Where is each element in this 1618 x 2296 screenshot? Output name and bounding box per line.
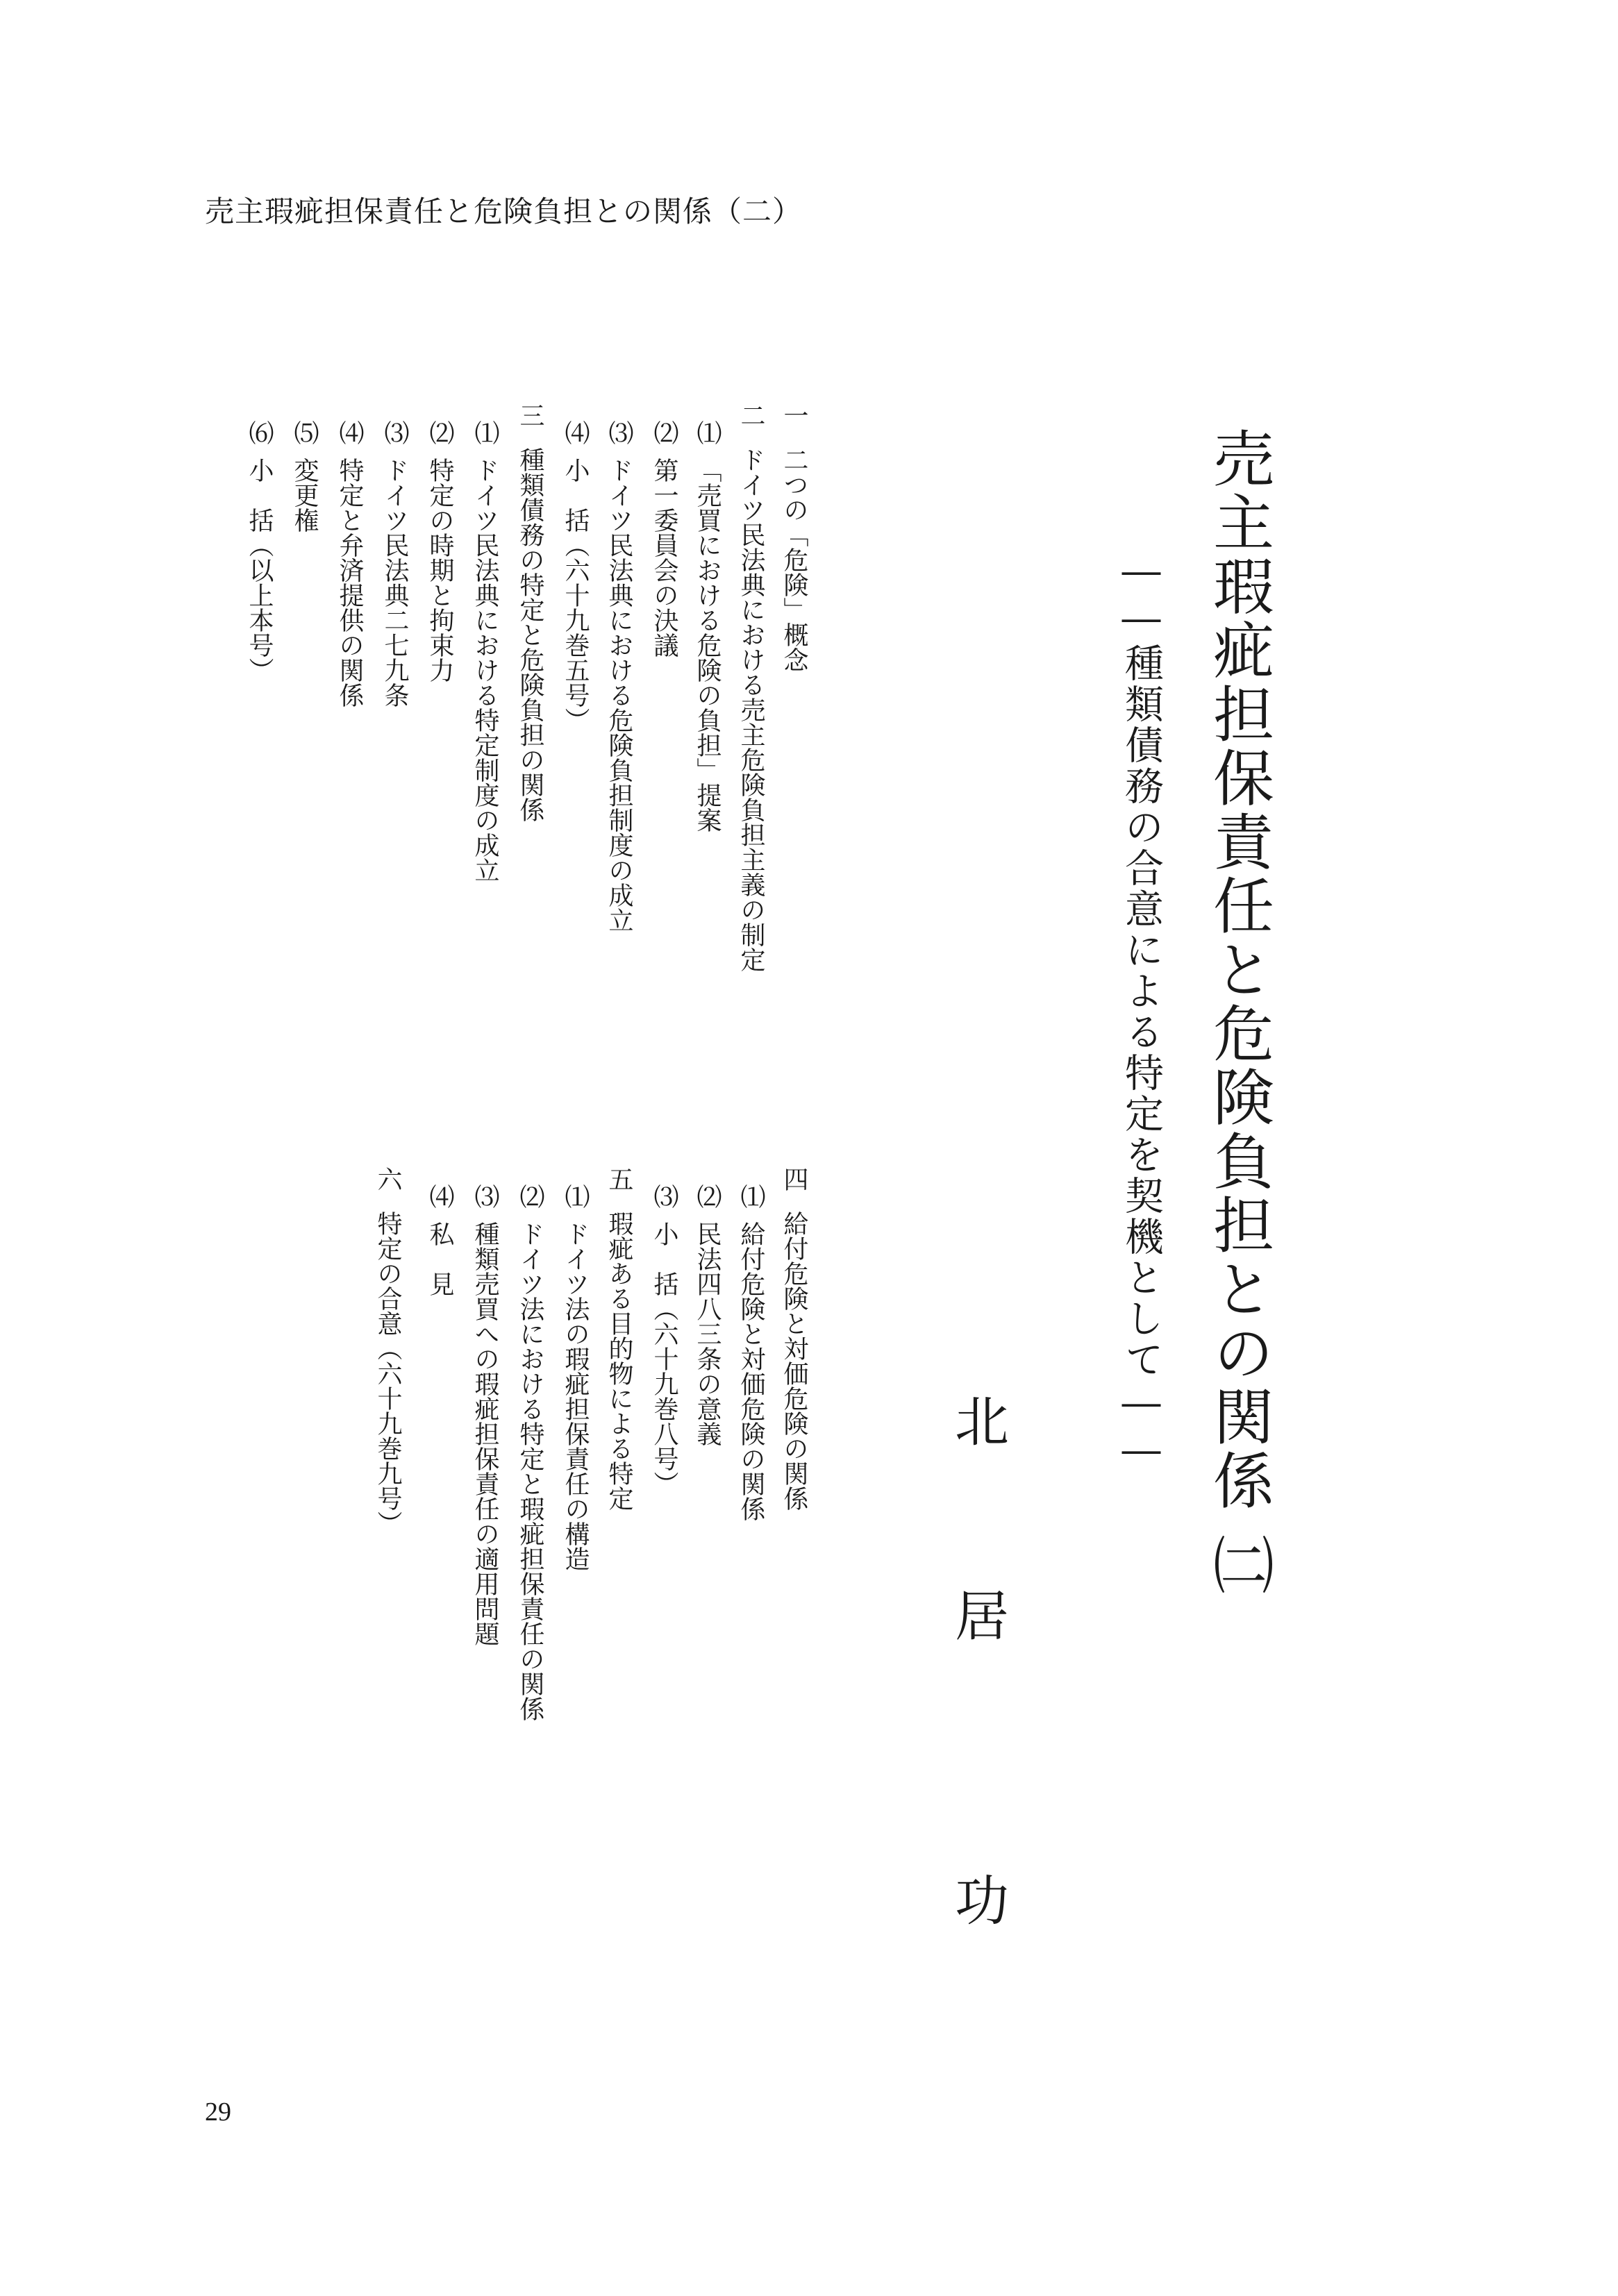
toc-item (427, 420, 452, 682)
toc-item (606, 420, 631, 932)
toc-item (517, 403, 542, 822)
toc-item-text: ドイツ民法典における特定制度の成立 (471, 458, 499, 882)
toc-item (606, 1166, 631, 1511)
toc-item-number: ⑶ (381, 420, 409, 445)
toc-item-number: 六 (374, 1166, 402, 1191)
article-title-part: ㈡ (1203, 1534, 1275, 1598)
toc-item-number: 五 (605, 1166, 633, 1191)
toc-item (292, 420, 317, 533)
toc-item (517, 1184, 542, 1721)
toc-item-text: 特定と弁済提供の関係 (335, 458, 364, 707)
toc-item (693, 420, 722, 832)
page-number: 29 (205, 2097, 231, 2127)
toc-item (781, 1166, 806, 1511)
toc-item (781, 403, 806, 672)
author-char-3: 功 (955, 1870, 1010, 1933)
toc-item (427, 1184, 452, 1296)
author-char-2: 居 (955, 1586, 1010, 1648)
toc-item-text: 種類債務の特定と危険負担の関係 (516, 447, 544, 822)
toc-item (738, 403, 763, 972)
toc-item (247, 420, 272, 682)
toc-item (375, 1166, 400, 1536)
toc-item-number: ⑶ (471, 1184, 499, 1209)
toc-item-number: ⑴ (561, 1184, 590, 1209)
toc-item-text: 給付危険と対価危険の関係 (780, 1211, 808, 1511)
toc-item-number: ⑵ (516, 1184, 544, 1209)
toc-item (561, 420, 590, 732)
toc-item-number: ⑶ (605, 420, 633, 445)
toc-item (472, 1184, 497, 1646)
toc-item-text: ドイツ法における特定と瑕疵担保責任の関係 (516, 1221, 544, 1721)
toc-item-number: ⑷ (426, 1184, 454, 1209)
running-head: 売主瑕疵担保責任と危険負担との関係（二） (205, 194, 803, 228)
toc-item-text: 特定の時期と拘束力 (426, 458, 454, 682)
toc-item-number: 一 (780, 403, 808, 428)
toc-item-text: 小 括（以上本号） (245, 458, 274, 682)
article-title (1203, 427, 1275, 1598)
toc-item-number: ⑵ (650, 420, 678, 445)
toc-item (651, 1184, 676, 1496)
toc-item-number: ⑴ (471, 420, 499, 445)
toc-item-text: 小 括（六十九巻五号） (561, 458, 590, 732)
toc-item-number: ⑶ (650, 1184, 678, 1209)
toc-item-text: 第一委員会の決議 (650, 458, 678, 657)
article-title-text: 売主瑕疵担保責任と危険負担との関係 (1203, 427, 1275, 1513)
toc-item-text: ドイツ民法典二七九条 (381, 458, 409, 707)
toc-item-text: 種類売買への瑕疵担保責任の適用問題 (471, 1221, 499, 1646)
toc-item-number: ⑹ (245, 420, 274, 445)
toc-item-text: 瑕疵ある目的物による特定 (605, 1211, 633, 1511)
article-subtitle: ――種類債務の合意による特定を契機として―― (1119, 548, 1164, 1475)
toc-item-text: ドイツ法の瑕疵担保責任の構造 (561, 1221, 590, 1571)
toc-item (651, 420, 676, 657)
toc-item-number: ⑷ (561, 420, 590, 445)
toc-item-text: ドイツ民法典における売主危険負担主義の制定 (737, 447, 765, 972)
toc-item-number: 三 (516, 403, 544, 428)
toc-item-text: 民法四八三条の意義 (693, 1221, 722, 1446)
toc-item-number: ⑸ (290, 420, 319, 445)
toc-item-text: ドイツ民法典における危険負担制度の成立 (605, 458, 633, 932)
toc-item-text: 給付危険と対価危険の関係 (737, 1221, 765, 1521)
toc-item-number: ⑵ (426, 420, 454, 445)
toc-item-text: 小 括（六十九巻八号） (650, 1221, 678, 1496)
author-char-1: 北 (955, 1391, 1010, 1454)
toc-item-number: ⑴ (693, 420, 722, 445)
toc-item (738, 1184, 763, 1521)
toc-item-text: 「売買における危険の負担」提案 (693, 458, 722, 832)
toc-item-number: ⑴ (737, 1184, 765, 1209)
toc-item-number: ⑵ (693, 1184, 722, 1209)
toc-item (472, 420, 497, 882)
toc-item-text: 特定の合意（六十九巻九号） (374, 1211, 402, 1536)
toc-item-number: 四 (780, 1166, 808, 1191)
toc-item (561, 1184, 590, 1571)
toc-item (382, 420, 407, 707)
toc-item (693, 1184, 722, 1446)
toc-item-text: 二つの「危険」概念 (780, 447, 808, 672)
toc-item-text: 私 見 (426, 1221, 454, 1296)
toc-item-number: 二 (737, 403, 765, 428)
toc-item-text: 変更権 (290, 458, 319, 533)
toc-item (337, 420, 362, 707)
toc-item-number: ⑷ (335, 420, 364, 445)
